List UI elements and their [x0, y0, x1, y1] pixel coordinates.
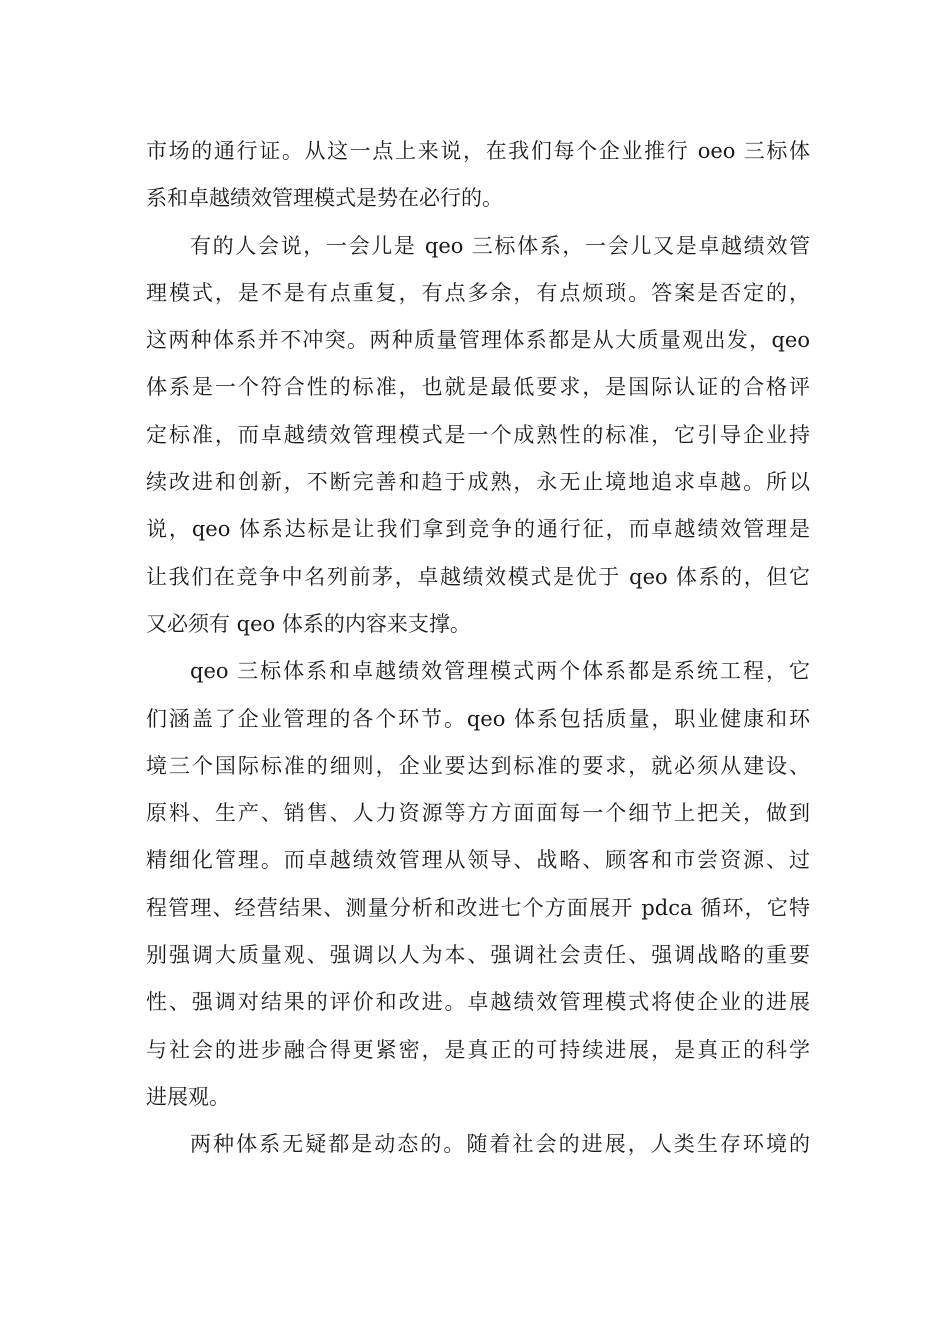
paragraph-3 — [146, 648, 810, 1121]
text-line: 市场的通行证。从这一点上来说，在我们每个企业推行 oeo 三标体 — [146, 139, 810, 163]
text-line: 定标准，而卓越绩效管理模式是一个成熟性的标准，它引导企业持 — [146, 422, 810, 447]
text-line: 这两种体系并不冲突。两种质量管理体系都是从大质量观出发，qeo — [146, 328, 810, 353]
text-line: 有的人会说，一会儿是 qeo 三标体系，一会儿又是卓越绩效管 — [190, 233, 810, 258]
text-line: 别强调大质量观、强调以人为本、强调社会责任、强调战略的重要 — [146, 943, 810, 968]
text-line: 与社会的进步融合得更紧密，是真正的可持续进展，是真正的科学 — [146, 1037, 810, 1062]
text-line: 续改进和创新，不断完善和趋于成熟，永无止境地追求卓越。所以 — [146, 470, 810, 495]
paragraph-2 — [146, 223, 810, 649]
text-line: 理模式，是不是有点重复，有点多余，有点烦琐。答案是否定的， — [146, 280, 810, 305]
text-line: 系和卓越绩效管理模式是势在必行的。 — [146, 186, 503, 211]
text-line: 又必须有 qeo 体系的内容来支撑。 — [146, 611, 471, 636]
paragraph-4 — [146, 1121, 810, 1168]
text-line: 程管理、经营结果、测量分析和改进七个方面展开 pdca 循环，它特 — [146, 895, 810, 920]
text-line: 原料、生产、销售、人力资源等方方面面每一个细节上把关，做到 — [146, 801, 810, 826]
text-line: 性、强调对结果的评价和改进。卓越绩效管理模式将使企业的进展 — [146, 990, 810, 1015]
text-line: 进展观。 — [146, 1084, 230, 1109]
text-line: 们涵盖了企业管理的各个环节。qeo 体系包括质量，职业健康和环 — [146, 706, 810, 731]
text-line: 说，qeo 体系达标是让我们拿到竞争的通行征，而卓越绩效管理是 — [146, 517, 810, 542]
paragraph-1 — [146, 128, 810, 223]
text-line: 体系是一个符合性的标准，也就是最低要求，是国际认证的合格评 — [146, 375, 810, 400]
text-line: 两种体系无疑都是动态的。随着社会的进展，人类生存环境的 — [190, 1132, 810, 1157]
text-line: 境三个国际标准的细则，企业要达到标准的要求，就必须从建设、 — [146, 753, 810, 778]
text-line: qeo 三标体系和卓越绩效管理模式两个体系都是系统工程，它 — [190, 659, 810, 684]
text-line: 让我们在竞争中名列前茅，卓越绩效模式是优于 qeo 体系的，但它 — [146, 564, 810, 589]
text-line: 精细化管理。而卓越绩效管理从领导、战略、顾客和市尝资源、过 — [146, 848, 810, 873]
document-body — [146, 128, 810, 1169]
